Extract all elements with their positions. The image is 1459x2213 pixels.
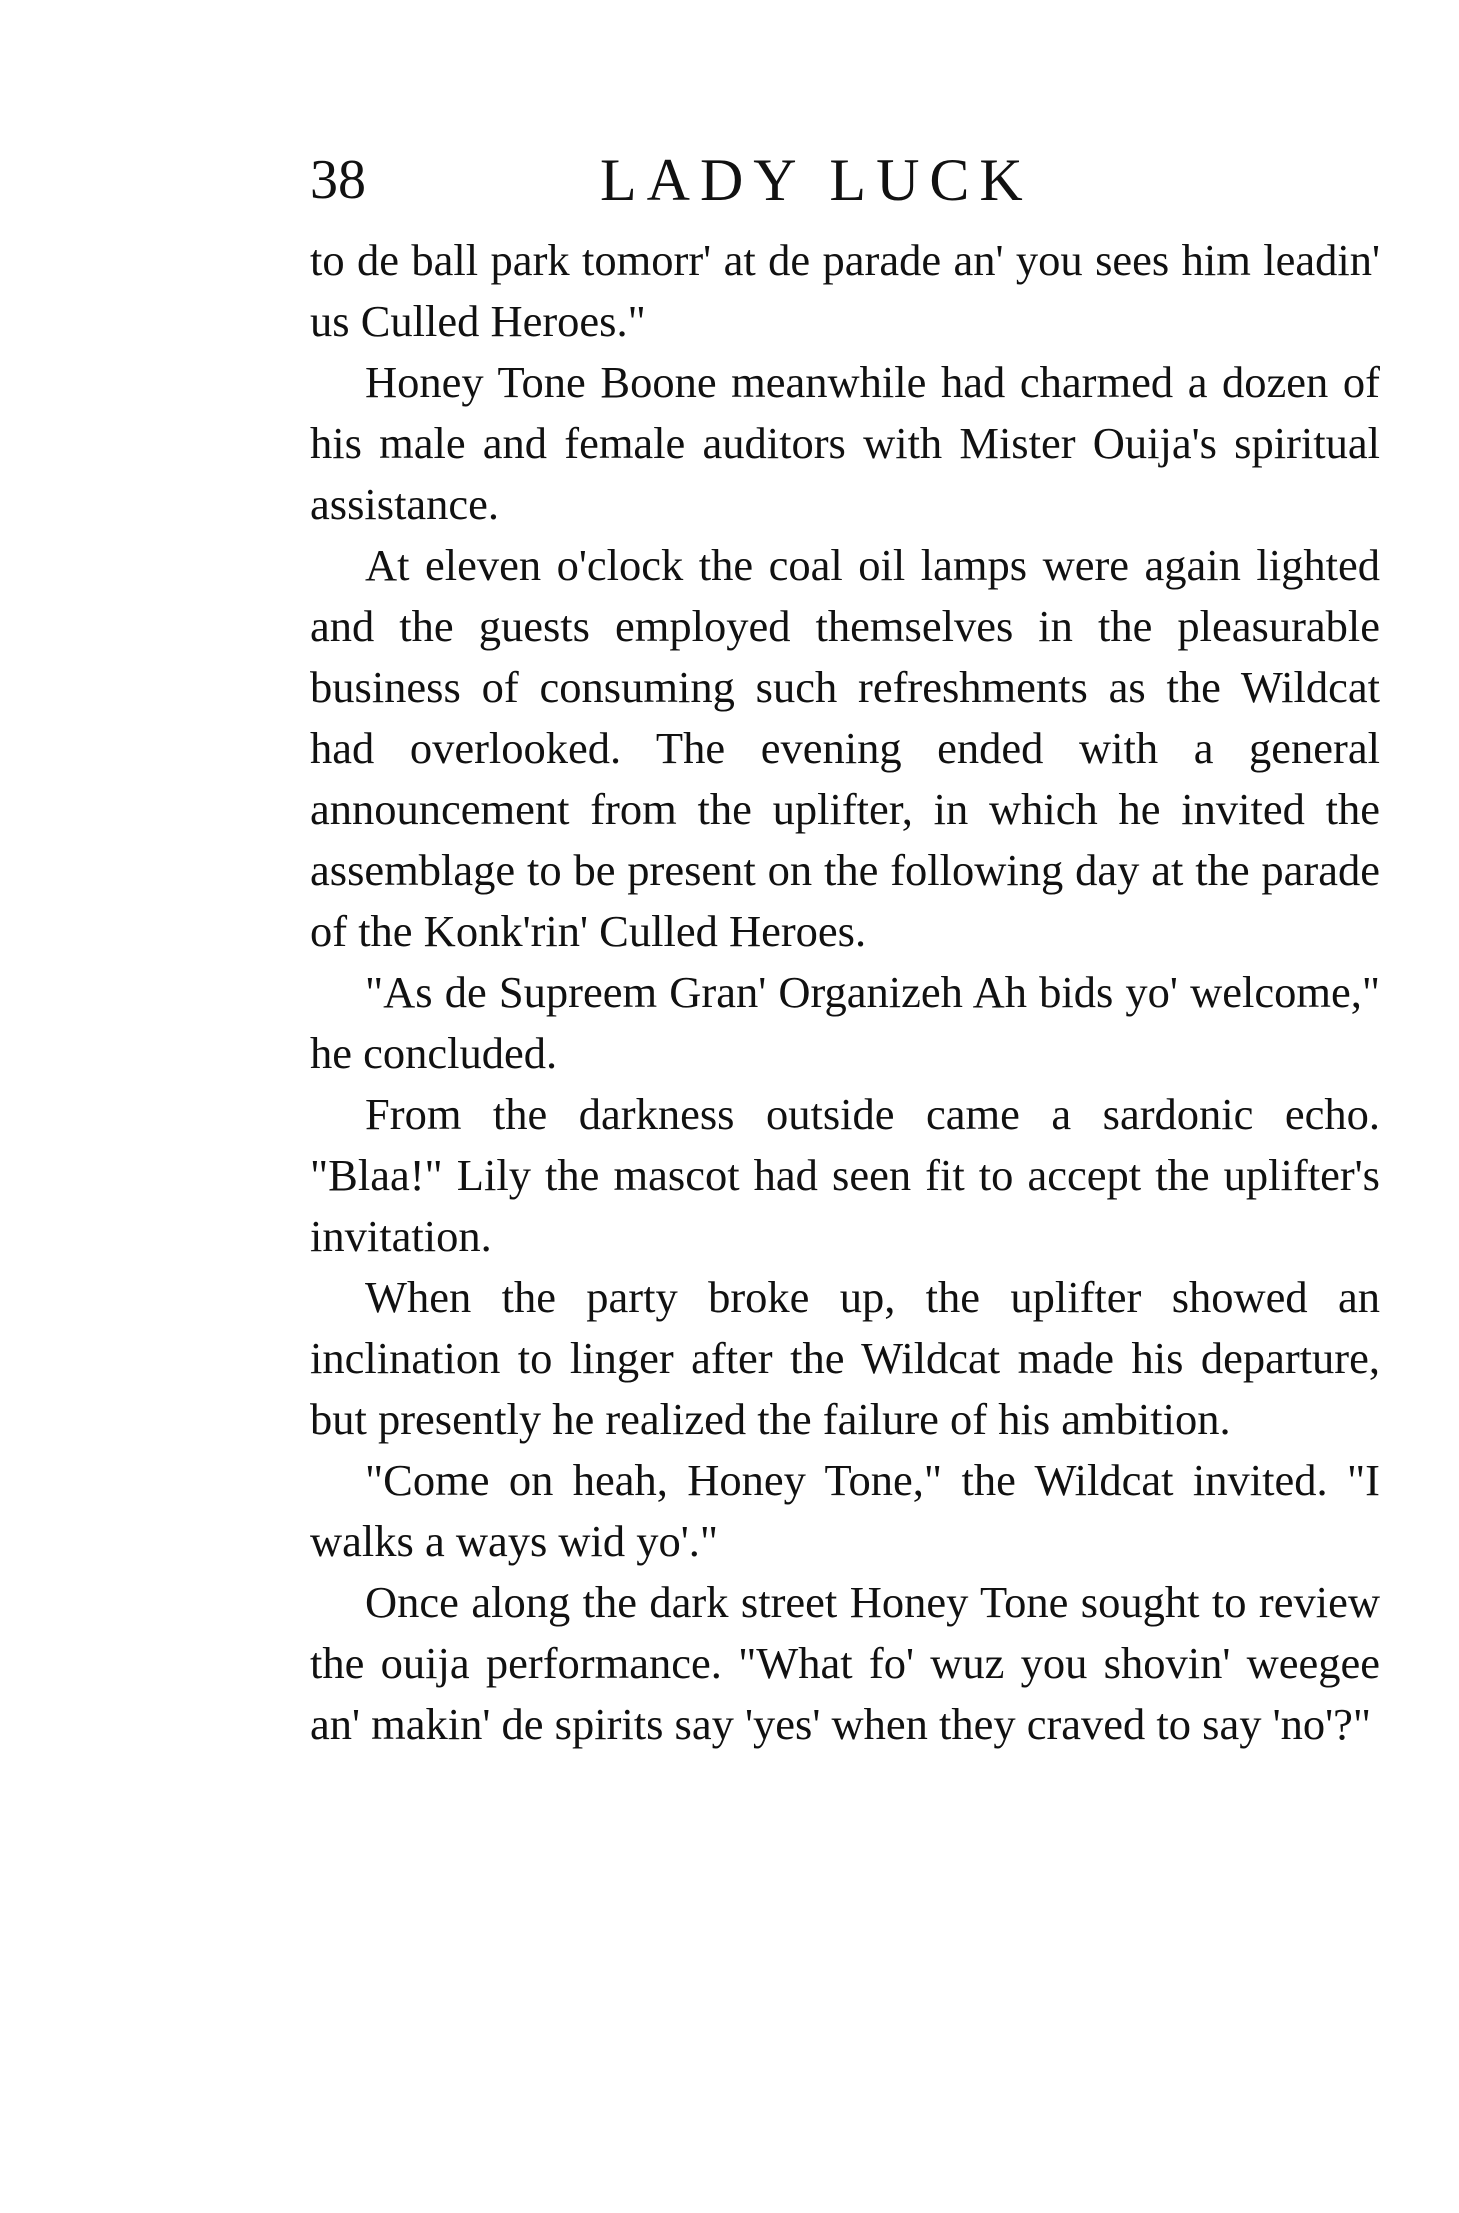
page-header: [310, 140, 1380, 220]
running-title: LADY LUCK: [600, 147, 1033, 213]
paragraph: "Come on heah, Honey Tone," the Wildcat invited. "I walks a ways wid yo'.": [310, 1455, 1380, 1566]
body-text: [310, 230, 1380, 1755]
paragraph: Honey Tone Boone meanwhile had charmed a dozen of his male and female auditors with Mister Ouija's spiritual assistance.: [310, 357, 1380, 529]
page-number: 38: [310, 149, 366, 211]
paragraph: "As de Supreem Gran' Organizeh Ah bids yo' welcome," he concluded.: [310, 967, 1380, 1078]
paragraph: From the darkness outside came a sardonic echo. "Blaa!" Lily the mascot had seen fit to accept the uplifter's invitation.: [310, 1089, 1380, 1261]
paragraph-continuation: to de ball park tomorr' at de parade an' you sees him leadin' us Culled Heroes.": [310, 235, 1380, 346]
paragraph: Once along the dark street Honey Tone sought to review the ouija performance. "What fo' wuz you shovin' weegee an' makin' de spirits say 'yes' when they craved to say 'no'?": [310, 1577, 1380, 1749]
paragraph: At eleven o'clock the coal oil lamps were again lighted and the guests employed themselves in the pleasurable business of consuming such refreshments as the Wildcat had overlooked. The evening ended with a general announcement from the uplifter, in which he invited the assemblage to be present on the following day at the parade of the Konk'rin' Culled Heroes.: [310, 540, 1380, 956]
paragraph: When the party broke up, the uplifter showed an inclination to linger after the Wildcat made his departure, but presently he realized the failure of his ambition.: [310, 1272, 1380, 1444]
